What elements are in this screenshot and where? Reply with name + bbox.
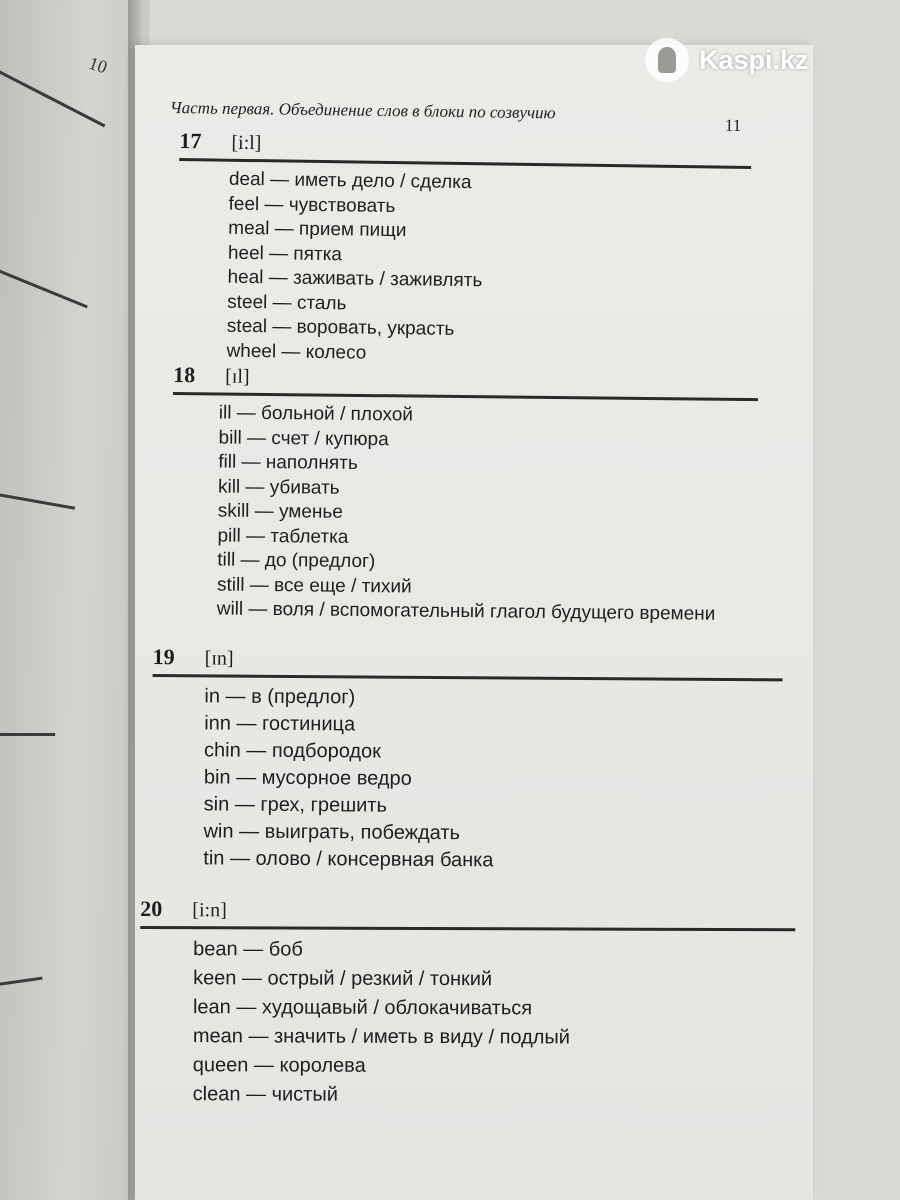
vocab-entry: bin — мусорное ведро [203,766,412,790]
section-divider [153,674,783,681]
vocab-entry: pill — таблетка [217,524,349,548]
vocab-entry: ill — больной / плохой [218,402,414,426]
vocab-entry: steel — сталь [227,291,347,314]
vocab-entry: still — все еще / тихий [216,573,412,598]
vocab-entry: skill — уменье [217,500,344,523]
vocab-entry: sin — грех, грешить [203,793,387,817]
vocab-entry: kill — убивать [217,475,340,499]
vocab-entry: feel — чувствовать [228,193,396,217]
vocab-entry: mean — значить / иметь в виду / подлый [192,1025,571,1049]
divider [0,268,88,308]
vocab-entry: bean — боб [193,938,303,961]
vocab-entry: will — воля / вспомогательный глагол будущего времени [216,598,716,625]
vocab-entry: steal — воровать, украсть [226,315,455,340]
divider [0,977,43,988]
section-phonetic: [ɪl] [225,365,250,388]
vocab-entry: win — выиграть, побеждать [203,820,461,845]
vocab-entry: meal — прием пищи [228,217,407,242]
section-phonetic: [i:l] [231,131,262,155]
previous-page-number: 10 [86,52,110,78]
section-phonetic: [i:n] [192,899,227,922]
section-18 [171,362,759,628]
vocab-entry: queen — королева [192,1054,366,1077]
vocab-entry: bill — счет / купюра [218,426,389,450]
vocab-entry: tin — олово / консервная банка [203,847,494,872]
vocab-entry: wheel — колесо [226,340,367,364]
vocab-entry: heel — пятка [227,242,343,265]
vocab-entry: fill — наполнять [218,451,358,474]
vocab-entry: till — до (предлог) [217,549,376,573]
section-20 [140,896,796,1111]
vocab-entry: deal — иметь дело / сделка [228,168,472,194]
divider [0,733,55,736]
kaspi-logo-icon [645,38,689,82]
vocab-entry: inn — гостиница [204,712,356,736]
vocab-entry: in — в (предлог) [204,685,356,709]
watermark-text: Kaspi.kz [699,44,809,75]
section-divider [140,926,795,931]
vocab-entry: lean — худощавый / облокачиваться [192,996,533,1020]
section-phonetic: [ɪn] [204,647,234,670]
kaspi-watermark [645,38,809,82]
vocab-entry: keen — острый / резкий / тонкий [193,967,493,991]
divider [0,70,105,127]
section-number: 18 [173,362,196,388]
section-number: 17 [179,128,202,154]
page-number: 11 [724,115,742,135]
section-17 [176,128,751,371]
section-number: 19 [152,644,175,670]
divider [0,492,75,510]
section-divider [173,392,758,401]
vocab-entry: heal — заживать / заживлять [227,266,483,292]
section-19 [151,644,783,876]
vocab-entry: clean — чистый [192,1083,338,1106]
section-number: 20 [140,896,163,922]
vocab-entry: chin — подбородок [203,739,382,763]
running-title: Часть первая. Объединение слов в блоки по созвучию [169,98,556,123]
